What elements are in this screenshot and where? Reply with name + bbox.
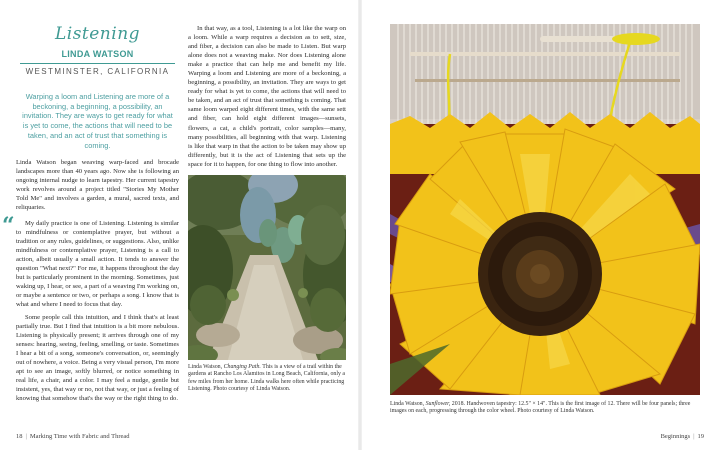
right-page: [360, 0, 720, 450]
caption-name: Linda Watson,: [188, 363, 224, 370]
caption-name: Linda Watson,: [390, 401, 426, 407]
section-title: Beginnings: [660, 433, 691, 440]
author-name: LINDA WATSON: [61, 49, 134, 59]
page-number: 19: [697, 433, 704, 440]
caption-title: Changing Path.: [223, 363, 261, 370]
tapestry-caption: [390, 401, 700, 416]
book-title: Marking Time with Fabric and Thread: [29, 433, 130, 440]
photo-caption: [188, 364, 346, 394]
caption-text: 2018. Handwoven tapestry: 12.5" × 14". This is the first image of 12. There will be four panels; three images on each, progressing through the color wheel. Photo courtesy of Linda Watson.: [390, 401, 691, 415]
body-paragraph: Some people call this intuition, and I think that's at least partially true. But I find that intuition is a bit more nebulous. Listening is physically present; it arrives through one of my senses: hearing, seeing, feeling, smelling, or taste. Sometimes I hear a bit of a song, someone's conversation, or, seemingly out of nowhere, a voice. Being a very visual person, I'm more apt to see an image, softly blurred, or notice something in real life, a chair, and a color. I may feel a nudge, gentle but insistent, yes, that way or no, not that way, or just a feeling of knowing that somehow that's the way or the right thing to do.: [16, 313, 179, 403]
sunflower-tapestry-photo: [390, 24, 700, 395]
page-number: 18: [16, 433, 23, 440]
garden-path-photo: [188, 175, 346, 360]
author-quote-block: [2, 212, 179, 404]
caption-text: This is a view of a trail within the gardens at Rancho Los Alamitos in Long Beach, California, only a few miles from her home. Linda walks here often while practicing Listening. Photo courtesy of Linda Watson.: [188, 363, 346, 392]
intro-paragraph: Linda Watson began weaving warp-faced and brocade landscapes more than 40 years ago. Now she is following an ongoing internal nudge to learn tapestry. Her current tapestry work revolves around a project titled "Stories My Mother Told Me" and involves a garden, a mural, sacred texts, and reliquaries.: [16, 159, 179, 212]
chapter-title: Listening: [54, 24, 141, 44]
folio-left: 18 | Marking Time with Fabric and Thread: [16, 433, 130, 440]
author-divider: [20, 63, 175, 64]
author-location: WESTMINSTER, CALIFORNIA: [25, 67, 170, 76]
folio-right: Beginnings | 19: [660, 433, 704, 440]
left-column: [2, 24, 179, 403]
caption-title: Sunflower,: [425, 401, 451, 407]
right-column: [188, 24, 346, 393]
quote-mark-icon: “: [2, 212, 15, 239]
quote-paragraph: My daily practice is one of Listening. Listening is similar to mindfulness or contemplative prayer, but without a tradition or any rules, guidelines, or suggestions. Also, unlike mindfulness or contemplative prayer, Listening is a call to action, albeit usually a small action. It tends to answer the question "What next?" For me, it happens throughout the day but is particularly prominent in the morning. Sometimes, just waking up, I hear, or see, a part of a weaving I'm working on, or maybe a sentence or two, or perhaps a song. I know that is what and where I need to focus that day.: [16, 219, 179, 308]
pull-quote: Warping a loom and Listening are more of a beckoning, a beginning, a possibility, an invitation. They are ways to get ready for what is yet to come, the actions that will need to be taken, and an act of trust that something is coming.: [22, 92, 173, 150]
body-paragraph: In that way, as a tool, Listening is a lot like the warp on a loom. While a warp requires a decision as to sett, size, and fiber, a decision can also be made to Listen. But warp alone does not a weaving make. Nor does Listening alone make a practice that can help me and benefit my life. Warping a loom and Listening are more of a beckoning, a beginning, a possibility, an invitation. They are ways to get ready for what is yet to come, the actions that will need to be taken, and an act of trust that something is coming. That same loom warped eight different times, with the same sett and fiber, can hold eight different images—sunsets, flowers, a cat, a child's portrait, color samples—many, many possibilities, all beginning with that warp. Listening is like that warp in that the action to be taken may show up differently, but it is the act of Listening that sets up the space for it to happen, for one thing to flow into another.: [188, 25, 346, 168]
